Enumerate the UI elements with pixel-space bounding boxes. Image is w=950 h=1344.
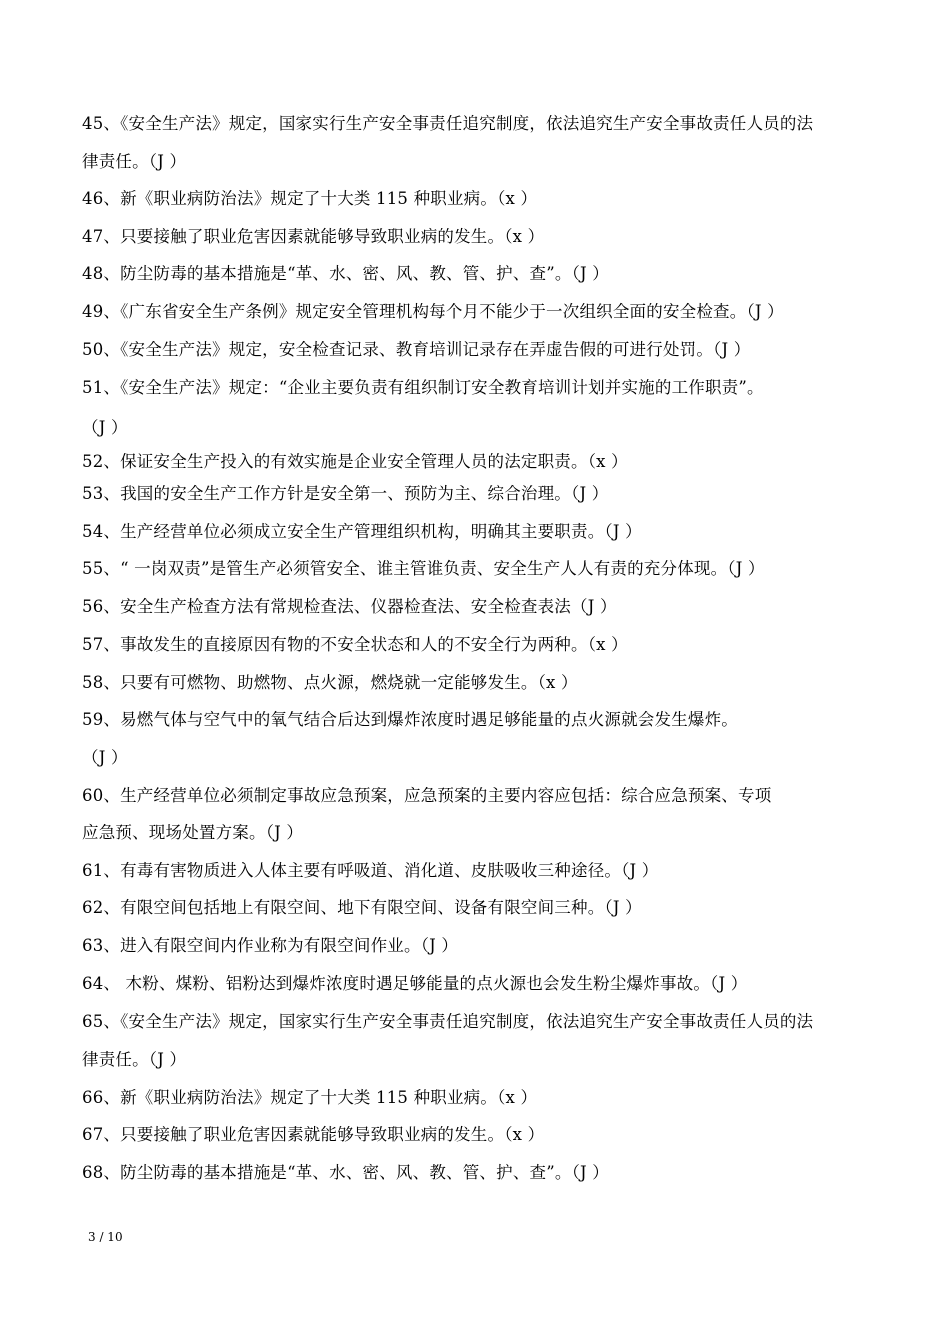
text-line: 47、只要接触了职业危害因素就能够导致职业病的发生。（x ） (82, 227, 545, 246)
text-line: 64、 木粉、煤粉、铝粉达到爆炸浓度时遇足够能量的点火源也会发生粉尘爆炸事故。（J ） (82, 974, 748, 993)
text-line: （J ） (82, 748, 128, 767)
text-line: 62、有限空间包括地上有限空间、地下有限空间、设备有限空间三种。（J ） (82, 898, 642, 917)
text-line: 49、《广东省安全生产条例》规定安全管理机构每个月不能少于一次组织全面的安全检查。（J ） (82, 302, 784, 321)
text-line: 56、安全生产检查方法有常规检查法、仪器检查法、安全检查表法（J ） (82, 597, 617, 616)
text-line: 58、只要有可燃物、助燃物、点火源，燃烧就一定能够发生。（x ） (82, 673, 578, 692)
text-line: 53、我国的安全生产工作方针是安全第一、预防为主、综合治理。（J ） (82, 484, 609, 503)
text-line: 48、防尘防毒的基本措施是“革、水、密、风、教、管、护、查”。（J ） (82, 264, 609, 283)
text-line: 68、防尘防毒的基本措施是“革、水、密、风、教、管、护、查”。（J ） (82, 1163, 609, 1182)
text-line: 67、只要接触了职业危害因素就能够导致职业病的发生。（x ） (82, 1125, 545, 1144)
text-line: 应急预、现场处置方案。（J ） (82, 823, 304, 842)
page-number: 3 / 10 (88, 1230, 123, 1244)
text-line: 54、生产经营单位必须成立安全生产管理组织机构，明确其主要职责。（J ） (82, 522, 642, 541)
text-line: 61、有毒有害物质进入人体主要有呼吸道、消化道、皮肤吸收三种途径。（J ） (82, 861, 659, 880)
text-line: 52、保证安全生产投入的有效实施是企业安全管理人员的法定职责。（x ） (82, 452, 628, 471)
text-line: 46、新《职业病防治法》规定了十大类 115 种职业病。（x ） (82, 189, 538, 208)
text-line: 律责任。（J ） (82, 152, 187, 171)
text-line: 57、事故发生的直接原因有物的不安全状态和人的不安全行为两种。（x ） (82, 635, 628, 654)
text-line: 50、《安全生产法》规定，安全检查记录、教育培训记录存在弄虚告假的可进行处罚。（J ） (82, 340, 751, 359)
text-line: 55、“ 一岗双责”是管生产必须管安全、谁主管谁负责、安全生产人人有责的充分体现。（J ） (82, 559, 765, 578)
text-line: 律责任。（J ） (82, 1050, 187, 1069)
text-line: 51、《安全生产法》规定：“企业主要负责有组织制订安全教育培训计划并实施的工作职责”。 (82, 378, 764, 397)
text-line: 59、易燃气体与空气中的氧气结合后达到爆炸浓度时遇足够能量的点火源就会发生爆炸。 (82, 710, 738, 729)
text-line: 66、新《职业病防治法》规定了十大类 115 种职业病。（x ） (82, 1088, 538, 1107)
text-line: （J ） (82, 418, 128, 437)
text-line: 60、生产经营单位必须制定事故应急预案，应急预案的主要内容应包括：综合应急预案、专项 (82, 786, 772, 805)
text-line: 65、《安全生产法》规定，国家实行生产安全事责任追究制度，依法追究生产安全事故责任人员的法 (82, 1012, 814, 1031)
text-line: 45、《安全生产法》规定，国家实行生产安全事责任追究制度，依法追究生产安全事故责任人员的法 (82, 114, 814, 133)
text-line: 63、进入有限空间内作业称为有限空间作业。（J ） (82, 936, 459, 955)
